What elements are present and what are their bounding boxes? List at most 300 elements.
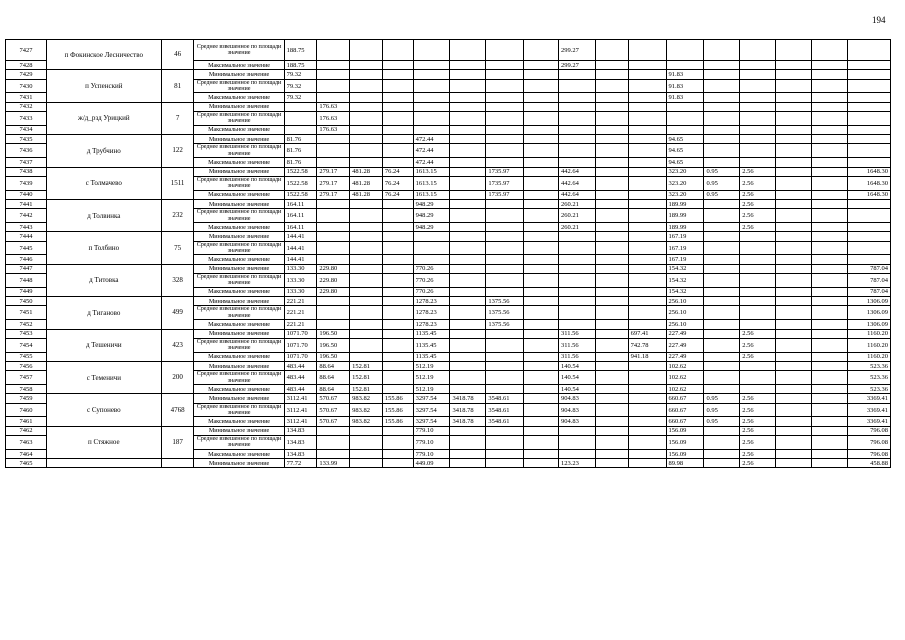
- value-cell: [776, 459, 812, 468]
- value-cell: 227.49: [666, 352, 704, 361]
- value-cell: [486, 112, 524, 126]
- value-cell: [317, 306, 350, 320]
- value-cell: 0.95: [704, 403, 740, 417]
- value-cell: [486, 459, 524, 468]
- value-cell: [450, 190, 486, 199]
- value-cell: [450, 40, 486, 61]
- value-cell: 196.50: [317, 352, 350, 361]
- value-cell: [847, 232, 890, 241]
- value-cell: [350, 144, 383, 158]
- value-cell: [382, 436, 413, 450]
- value-cell: 1522.58: [284, 176, 317, 190]
- value-cell: 3369.41: [847, 394, 890, 403]
- value-cell: 144.41: [284, 232, 317, 241]
- value-cell: [382, 209, 413, 223]
- value-cell: [350, 287, 383, 296]
- value-cell: [740, 70, 776, 79]
- value-cell: [628, 102, 666, 111]
- value-cell: 2.56: [740, 338, 776, 352]
- row-id: 7433: [6, 112, 47, 126]
- value-cell: [382, 352, 413, 361]
- value-cell: [450, 70, 486, 79]
- value-cell: [740, 274, 776, 288]
- value-cell: [776, 102, 812, 111]
- value-cell: [486, 385, 524, 394]
- value-cell: [740, 158, 776, 167]
- value-cell: [486, 209, 524, 223]
- population: [161, 459, 194, 468]
- table-row: [6, 361, 891, 370]
- value-cell: [776, 61, 812, 70]
- value-cell: [317, 241, 350, 255]
- row-id: 7464: [6, 449, 47, 458]
- value-cell: [317, 93, 350, 102]
- value-cell: [317, 144, 350, 158]
- value-cell: [776, 232, 812, 241]
- value-cell: [559, 255, 596, 264]
- value-cell: [524, 274, 559, 288]
- value-cell: [811, 61, 847, 70]
- value-cell: [811, 394, 847, 403]
- value-cell: [595, 209, 628, 223]
- value-cell: [595, 93, 628, 102]
- value-cell: [350, 223, 383, 232]
- value-cell: 133.30: [284, 287, 317, 296]
- value-cell: 155.86: [382, 394, 413, 403]
- value-cell: 311.56: [559, 329, 596, 338]
- value-cell: 2.56: [740, 403, 776, 417]
- value-cell: [847, 125, 890, 134]
- value-cell: [524, 361, 559, 370]
- value-cell: [350, 459, 383, 468]
- value-cell: [486, 371, 524, 385]
- value-cell: 102.62: [666, 385, 704, 394]
- value-cell: [524, 167, 559, 176]
- value-cell: 221.21: [284, 297, 317, 306]
- value-cell: [776, 385, 812, 394]
- value-cell: [450, 199, 486, 208]
- value-cell: [450, 297, 486, 306]
- value-cell: [382, 297, 413, 306]
- value-cell: [382, 329, 413, 338]
- value-cell: [382, 255, 413, 264]
- value-cell: [382, 125, 413, 134]
- value-cell: [811, 338, 847, 352]
- value-cell: [628, 426, 666, 435]
- value-cell: [740, 255, 776, 264]
- value-cell: [628, 61, 666, 70]
- value-cell: [413, 232, 450, 241]
- value-type-label: Минимальное значение: [194, 329, 284, 338]
- value-cell: [524, 93, 559, 102]
- value-cell: [524, 144, 559, 158]
- value-type-label: Среднее взвешенное по площади значение: [194, 144, 284, 158]
- value-cell: [704, 40, 740, 61]
- value-cell: [486, 241, 524, 255]
- value-cell: [559, 274, 596, 288]
- row-id: 7460: [6, 403, 47, 417]
- population: 1511: [161, 167, 194, 199]
- value-cell: [628, 112, 666, 126]
- value-cell: [704, 70, 740, 79]
- value-cell: [740, 40, 776, 61]
- value-cell: 1648.30: [847, 176, 890, 190]
- value-cell: 1306.09: [847, 297, 890, 306]
- table-row: [6, 394, 891, 403]
- value-cell: [704, 352, 740, 361]
- row-id: 7436: [6, 144, 47, 158]
- value-cell: 88.64: [317, 385, 350, 394]
- value-cell: 3112.41: [284, 394, 317, 403]
- value-cell: 3548.61: [486, 417, 524, 426]
- value-cell: 779.10: [413, 449, 450, 458]
- value-cell: [524, 264, 559, 273]
- value-cell: 1278.23: [413, 297, 450, 306]
- value-cell: 481.28: [350, 190, 383, 199]
- value-cell: [704, 232, 740, 241]
- value-cell: [628, 144, 666, 158]
- value-cell: [524, 241, 559, 255]
- value-cell: [595, 135, 628, 144]
- value-cell: 140.54: [559, 385, 596, 394]
- value-cell: [776, 320, 812, 329]
- value-cell: [350, 255, 383, 264]
- value-cell: 1375.56: [486, 320, 524, 329]
- value-cell: 948.29: [413, 209, 450, 223]
- value-cell: [704, 102, 740, 111]
- value-cell: [628, 232, 666, 241]
- value-cell: 2.56: [740, 176, 776, 190]
- value-cell: [595, 264, 628, 273]
- value-cell: [350, 70, 383, 79]
- value-cell: 1375.56: [486, 306, 524, 320]
- value-cell: [595, 394, 628, 403]
- value-cell: [486, 199, 524, 208]
- value-cell: [486, 255, 524, 264]
- value-type-label: Минимальное значение: [194, 394, 284, 403]
- value-cell: 787.04: [847, 264, 890, 273]
- value-cell: [666, 40, 704, 61]
- value-cell: 189.99: [666, 223, 704, 232]
- value-cell: [350, 264, 383, 273]
- value-cell: [776, 426, 812, 435]
- value-cell: 481.28: [350, 176, 383, 190]
- value-cell: [524, 297, 559, 306]
- value-cell: [450, 167, 486, 176]
- row-id: 7451: [6, 306, 47, 320]
- value-type-label: Минимальное значение: [194, 102, 284, 111]
- value-cell: [413, 112, 450, 126]
- value-cell: [350, 338, 383, 352]
- value-cell: [628, 135, 666, 144]
- value-cell: [704, 338, 740, 352]
- value-cell: [524, 61, 559, 70]
- value-cell: [350, 320, 383, 329]
- value-cell: [524, 79, 559, 93]
- value-cell: [740, 112, 776, 126]
- value-cell: [559, 426, 596, 435]
- value-cell: 88.64: [317, 361, 350, 370]
- value-cell: 1160.20: [847, 338, 890, 352]
- value-cell: 481.28: [350, 167, 383, 176]
- value-cell: [811, 436, 847, 450]
- value-cell: [524, 338, 559, 352]
- value-type-label: Максимальное значение: [194, 255, 284, 264]
- value-cell: [486, 329, 524, 338]
- value-cell: 2.56: [740, 417, 776, 426]
- value-cell: [628, 199, 666, 208]
- value-cell: [382, 385, 413, 394]
- value-cell: [413, 70, 450, 79]
- value-cell: [628, 403, 666, 417]
- value-cell: 796.08: [847, 449, 890, 458]
- value-cell: 449.09: [413, 459, 450, 468]
- value-cell: [595, 459, 628, 468]
- value-cell: 787.04: [847, 274, 890, 288]
- value-cell: [847, 209, 890, 223]
- value-cell: 483.44: [284, 371, 317, 385]
- value-cell: 3297.54: [413, 417, 450, 426]
- value-cell: [811, 287, 847, 296]
- value-cell: 983.82: [350, 403, 383, 417]
- value-cell: [595, 417, 628, 426]
- value-type-label: Среднее взвешенное по площади значение: [194, 403, 284, 417]
- value-cell: [524, 403, 559, 417]
- value-cell: 323.20: [666, 167, 704, 176]
- value-type-label: Среднее взвешенное по площади значение: [194, 209, 284, 223]
- value-cell: 1160.20: [847, 329, 890, 338]
- value-cell: [776, 306, 812, 320]
- table-row: [6, 297, 891, 306]
- value-cell: [776, 394, 812, 403]
- value-cell: [776, 274, 812, 288]
- value-cell: [524, 426, 559, 435]
- value-cell: 81.76: [284, 158, 317, 167]
- value-cell: 94.65: [666, 135, 704, 144]
- value-cell: [776, 223, 812, 232]
- value-type-label: Среднее взвешенное по площади значение: [194, 79, 284, 93]
- value-cell: 796.08: [847, 436, 890, 450]
- row-id: 7447: [6, 264, 47, 273]
- value-cell: [524, 320, 559, 329]
- value-cell: 472.44: [413, 144, 450, 158]
- settlement-name: д Тиганово: [46, 297, 161, 329]
- value-cell: [413, 79, 450, 93]
- value-cell: [704, 223, 740, 232]
- value-cell: [317, 255, 350, 264]
- value-cell: [524, 125, 559, 134]
- value-cell: [776, 70, 812, 79]
- value-cell: 152.81: [350, 385, 383, 394]
- value-cell: [704, 144, 740, 158]
- value-cell: [382, 102, 413, 111]
- value-cell: 91.83: [666, 70, 704, 79]
- value-cell: [317, 223, 350, 232]
- value-cell: 155.86: [382, 403, 413, 417]
- value-cell: 140.54: [559, 371, 596, 385]
- value-cell: [559, 93, 596, 102]
- value-cell: [317, 79, 350, 93]
- value-cell: 1135.45: [413, 329, 450, 338]
- value-cell: [704, 385, 740, 394]
- value-cell: 156.09: [666, 426, 704, 435]
- value-cell: [595, 241, 628, 255]
- value-cell: [811, 199, 847, 208]
- value-cell: 0.95: [704, 417, 740, 426]
- value-cell: 660.67: [666, 417, 704, 426]
- value-cell: [628, 209, 666, 223]
- value-cell: [413, 102, 450, 111]
- value-cell: [740, 135, 776, 144]
- row-id: 7463: [6, 436, 47, 450]
- value-cell: [382, 338, 413, 352]
- value-cell: [382, 287, 413, 296]
- value-cell: [413, 40, 450, 61]
- row-id: 7443: [6, 223, 47, 232]
- value-cell: [350, 112, 383, 126]
- value-cell: [704, 209, 740, 223]
- value-cell: [776, 338, 812, 352]
- value-cell: [740, 287, 776, 296]
- value-cell: [317, 199, 350, 208]
- value-cell: [811, 297, 847, 306]
- value-cell: [811, 255, 847, 264]
- value-cell: [450, 144, 486, 158]
- value-cell: [559, 287, 596, 296]
- row-id: 7449: [6, 287, 47, 296]
- value-cell: [776, 176, 812, 190]
- value-cell: 2.56: [740, 223, 776, 232]
- value-cell: [740, 125, 776, 134]
- value-cell: 91.83: [666, 93, 704, 102]
- value-cell: [450, 436, 486, 450]
- value-cell: [595, 287, 628, 296]
- value-cell: [595, 144, 628, 158]
- value-cell: [811, 329, 847, 338]
- value-cell: [595, 40, 628, 61]
- value-cell: 1648.30: [847, 167, 890, 176]
- value-cell: [524, 449, 559, 458]
- value-cell: [413, 93, 450, 102]
- value-cell: [740, 371, 776, 385]
- value-cell: 188.75: [284, 61, 317, 70]
- value-cell: [704, 112, 740, 126]
- value-cell: [382, 79, 413, 93]
- value-cell: [559, 79, 596, 93]
- value-cell: [595, 352, 628, 361]
- table-row: [6, 264, 891, 273]
- value-cell: 1648.30: [847, 190, 890, 199]
- value-cell: [350, 426, 383, 435]
- value-cell: [450, 158, 486, 167]
- value-type-label: Минимальное значение: [194, 232, 284, 241]
- value-cell: [704, 274, 740, 288]
- value-cell: [740, 264, 776, 273]
- value-cell: 152.81: [350, 361, 383, 370]
- value-cell: 2.56: [740, 436, 776, 450]
- value-cell: 1306.09: [847, 320, 890, 329]
- value-cell: [486, 125, 524, 134]
- value-cell: [776, 436, 812, 450]
- value-cell: 948.29: [413, 199, 450, 208]
- value-cell: [628, 459, 666, 468]
- value-cell: 742.78: [628, 338, 666, 352]
- value-cell: 144.41: [284, 241, 317, 255]
- row-id: 7461: [6, 417, 47, 426]
- value-cell: [413, 61, 450, 70]
- value-cell: [382, 93, 413, 102]
- value-cell: 3369.41: [847, 417, 890, 426]
- value-cell: [811, 158, 847, 167]
- value-cell: [350, 40, 383, 61]
- value-cell: [317, 70, 350, 79]
- value-cell: 123.23: [559, 459, 596, 468]
- table-row: [6, 459, 891, 468]
- value-cell: [776, 297, 812, 306]
- value-cell: [524, 394, 559, 403]
- value-cell: [595, 329, 628, 338]
- value-cell: 176.63: [317, 112, 350, 126]
- value-cell: [559, 436, 596, 450]
- value-cell: 134.83: [284, 449, 317, 458]
- row-id: 7453: [6, 329, 47, 338]
- value-cell: 1071.70: [284, 329, 317, 338]
- value-cell: [350, 93, 383, 102]
- value-cell: [847, 61, 890, 70]
- value-cell: [811, 385, 847, 394]
- value-cell: 94.65: [666, 144, 704, 158]
- value-cell: [776, 79, 812, 93]
- value-cell: [382, 264, 413, 273]
- value-cell: [486, 40, 524, 61]
- table-row: [6, 329, 891, 338]
- value-cell: [486, 264, 524, 273]
- value-cell: 1375.56: [486, 297, 524, 306]
- value-cell: 770.26: [413, 287, 450, 296]
- value-cell: [811, 241, 847, 255]
- value-cell: [486, 158, 524, 167]
- value-cell: [704, 199, 740, 208]
- value-cell: [595, 102, 628, 111]
- value-cell: [524, 158, 559, 167]
- value-cell: [486, 79, 524, 93]
- value-cell: [666, 102, 704, 111]
- value-cell: 164.11: [284, 199, 317, 208]
- value-cell: [486, 426, 524, 435]
- value-type-label: Минимальное значение: [194, 199, 284, 208]
- population: 423: [161, 329, 194, 361]
- value-type-label: Максимальное значение: [194, 93, 284, 102]
- value-cell: [595, 125, 628, 134]
- value-cell: [382, 199, 413, 208]
- value-cell: [628, 417, 666, 426]
- value-cell: 0.95: [704, 167, 740, 176]
- value-cell: 0.95: [704, 176, 740, 190]
- value-cell: [628, 371, 666, 385]
- value-cell: 904.83: [559, 394, 596, 403]
- value-cell: 188.75: [284, 40, 317, 61]
- value-cell: [776, 112, 812, 126]
- value-cell: [450, 338, 486, 352]
- value-cell: [450, 176, 486, 190]
- row-id: 7465: [6, 459, 47, 468]
- value-cell: 102.62: [666, 371, 704, 385]
- value-cell: [704, 306, 740, 320]
- population: 75: [161, 232, 194, 264]
- value-cell: 3418.78: [450, 403, 486, 417]
- value-cell: 1735.97: [486, 190, 524, 199]
- value-cell: [450, 426, 486, 435]
